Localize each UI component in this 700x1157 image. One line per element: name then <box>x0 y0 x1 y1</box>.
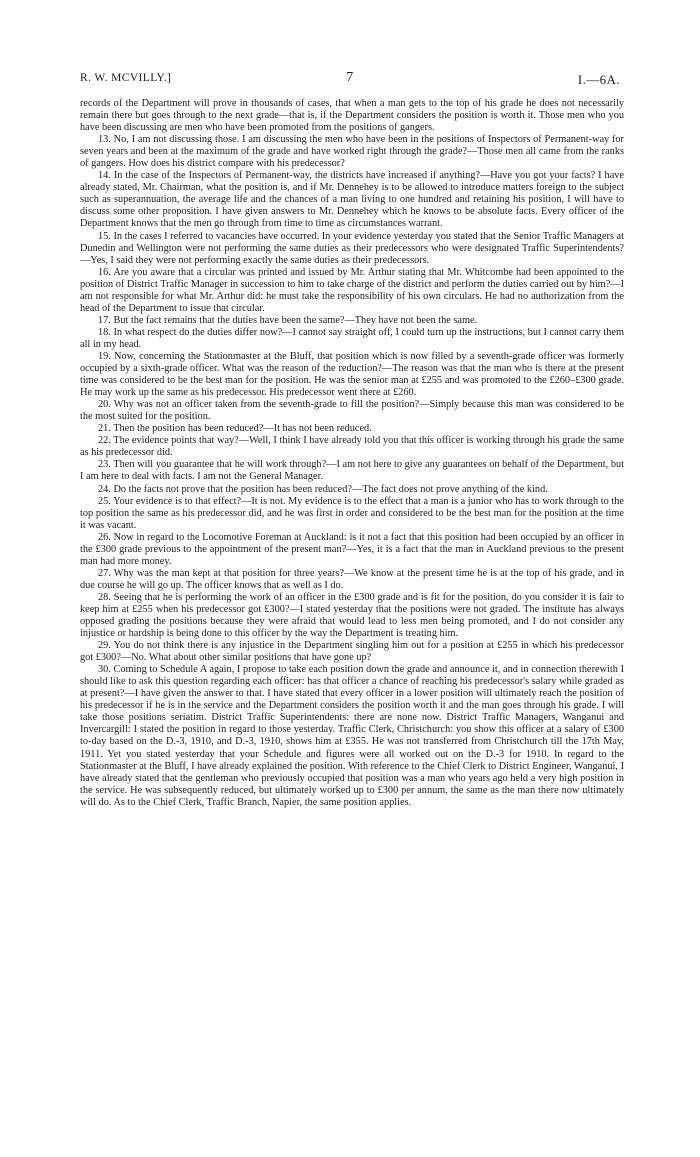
paragraph-22: 22. The evidence points that way?—Well, I think I have already told you that this officer is working through his grade the same as his predecessor did. <box>80 435 624 459</box>
paragraph-24: 24. Do the facts not prove that the position has been reduced?—The fact does not prove anything of the kind. <box>98 483 548 495</box>
header-witness-name: R. W. MCVILLY.] <box>80 72 172 84</box>
paragraph-14: 14. In the case of the Inspectors of Permanent-way, the districts have increased if anything?—Have you got your facts? I have already stated, Mr. Chairman, what the position is, and if Mr. Dennehey is to be allowed to introduce matters foreign to the subject such as superannuation, the average life and the chances of a man living to one hundred and retaining his position, I will have to discuss some other proposition. I have given answers to Mr. Dennehey which he knows to be absolute facts. Every officer of the Department knows that the men go through from time to time as circumstances warrant. <box>80 170 624 230</box>
paragraph-23: 23. Then will you guarantee that he will work through?—I am not here to give any guarantees on behalf of the Department, but I am here to deal with facts. I am not the General Manager. <box>80 459 624 483</box>
paragraph-27: 27. Why was the man kept at that position for three years?—We know at the present time he is at the top of his grade, and in due course he will go up. The officer knows that as well as I do. <box>80 567 624 591</box>
paragraph-26: 26. Now in regard to the Locomotive Foreman at Auckland: is it not a fact that this position had been occupied by an officer in the £300 grade previous to the appointment of the present man?—Yes, it is a fact that the man in Auckland previous to the present man had more money. <box>80 531 624 567</box>
paragraph-20: 20. Why was not an officer taken from the seventh-grade to fill the position?—Simply because this man was considered to be the most suited for the position. <box>80 399 624 423</box>
document-body <box>80 98 624 809</box>
paragraph-continued: records of the Department will prove in thousands of cases, that when a man gets to the top of his grade he does not necessarily remain there but goes through to the next grade—that is, if the Department considers the position is worth it. Those men who you have been discussing are men who have been promoted from the positions of gangers. <box>80 98 624 134</box>
paragraph-30: 30. Coming to Schedule A again, I propose to take each position down the grade and announce it, and in connection therewith I should like to ask this question regarding each officer: has that officer a chance of reaching his predecessor's salary while graded as at present?—I have given the answer to that. I have stated that every officer in a lower position will ultimately reach the position of his predecessor if he is in the service and the Department considers the position worth it and the man goes through his grade. I will take those positions seriatim. District Traffic Superintendents: there are none now. District Traffic Managers, Wanganui and Invercargill: I stated the position in regard to those yesterday. Traffic Clerk, Christchurch: you show this officer at a salary of £300 to-day based on the D.-3, 1910, and D.-3, 1910, shows him at £355. He was not transferred from Christchurch till the 17th May, 1911. Yet you stated yesterday that your Schedule and figures were all worked out on the D.-3 for 1910. In regard to the Stationmaster at the Bluff, I have already explained the position. With reference to the Chief Clerk to District Engineer, Wanganui, I have already stated that the gentleman who previously occupied that position was a man who years ago held a very high position in the service. He was subsequently reduced, but ultimately worked up to £300 per annum, the same as the man there now ultimately will do. As to the Chief Clerk, Traffic Branch, Napier, the same position applies. <box>80 664 624 808</box>
paragraph-17: 17. But the fact remains that the duties have been the same?—They have not been the same. <box>98 314 478 326</box>
paragraph-21: 21. Then the position has been reduced?—It has not been reduced. <box>98 423 372 435</box>
document-reference: I.—6A. <box>577 72 620 87</box>
paragraph-19: 19. Now, concerning the Stationmaster at the Bluff, that position which is now filled by a seventh-grade officer was formerly occupied by a sixth-grade officer. What was the reason of the reduction?—The reason was that the man who is there at the present time was considered to be the best man for the position. He was the senior man at £255 and was promoted to the £260–£300 grade. He may work up the same as his predecessor. His predecessor went there at £260. <box>80 350 624 399</box>
paragraph-29: 29. You do not think there is any injustice in the Department singling him out for a position at £255 in which his predecessor got £300?—No. What about other similar positions that have gone up? <box>80 640 624 664</box>
paragraph-15: 15. In the cases I referred to vacancies have occurred. In your evidence yesterday you stated that the Senior Traffic Managers at Dunedin and Wellington were not performing the same duties as their predecessors who were designated Traffic Superintendents?—Yes, I said they were not performing exactly the same duties as their predecessors. <box>80 230 624 266</box>
paragraph-16: 16. Are you aware that a circular was printed and issued by Mr. Arthur stating that Mr. Whitcombe had been appointed to the position of District Traffic Manager in succession to him to take charge of the district and perform the duties carried out by him?—I am not responsible for what Mr. Arthur did: he must take the responsibility of his own circulars. He had no authorization from the head of the Department to issue that circular. <box>80 266 624 314</box>
paragraph-13: 13. No, I am not discussing those. I am discussing the men who have been in the positions of Inspectors of Permanent-way for seven years and been at the maximum of the grade and have worked right through the grade?—Those men all came from the ranks of gangers. How does his district compare with his predecessor? <box>80 134 624 170</box>
paragraph-25: 25. Your evidence is to that effect?—It is not. My evidence is to the effect that a man is a junior who has to work through to the top position the same as his predecessor did, and he was first in order and considered to be the best man for the position at the time it was vacant. <box>80 495 624 531</box>
page-number: 7 <box>346 70 354 85</box>
page-header <box>80 72 620 90</box>
paragraph-18: 18. In what respect do the duties differ now?—I cannot say straight off, I could turn up the instructions, but I cannot carry them all in my head. <box>80 326 624 350</box>
paragraph-28: 28. Seeing that he is performing the work of an officer in the £300 grade and is fit for the position, do you consider it is fair to keep him at £255 when his predecessor got £300?—I stated yesterday that the positions were not graded. The institute has always opposed grading the positions because they were afraid that would lead to less men being promoted, and I do not consider any injustice or hardship is being done to this officer by the way the Department is treating him. <box>80 591 624 640</box>
